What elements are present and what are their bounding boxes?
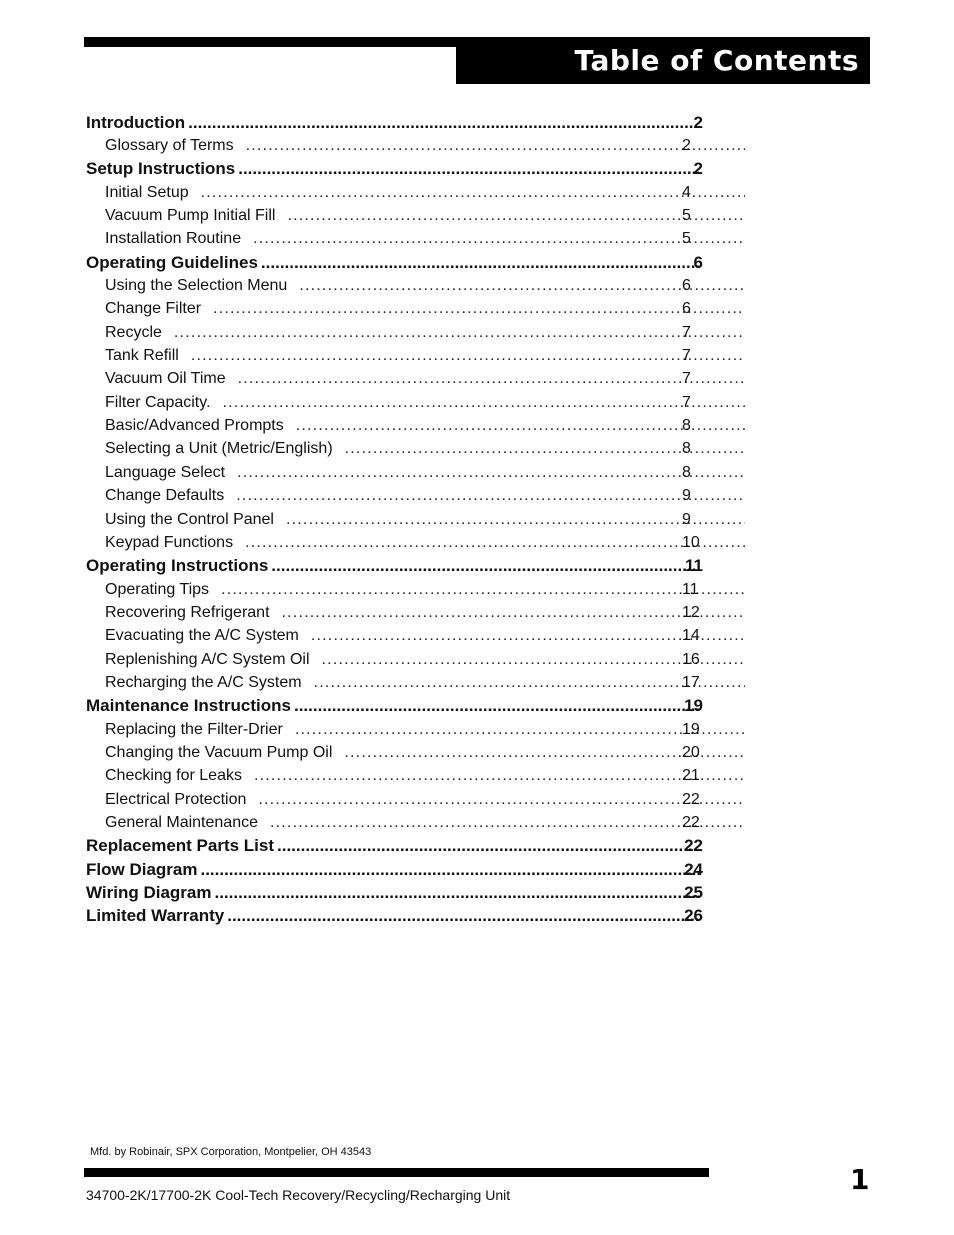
toc-section[interactable] [86, 251, 726, 274]
toc-page-number: 24 [684, 859, 703, 879]
dot-leader [299, 277, 745, 295]
toc-page-number: 7 [682, 393, 691, 411]
toc-entry-label: Basic/Advanced Prompts [105, 417, 284, 435]
toc-subsection[interactable] [86, 344, 745, 367]
toc-subsection[interactable] [86, 134, 745, 157]
toc-entry-label: Filter Capacity. [105, 393, 211, 411]
toc-page-number: 5 [682, 230, 691, 248]
toc-page-number: 6 [682, 300, 691, 318]
toc-entry-label: Operating Tips [105, 580, 210, 598]
toc-page-number: 25 [684, 883, 703, 903]
page-number: 1 [850, 1163, 870, 1196]
toc-entry-label: Change Filter [105, 300, 202, 318]
toc-entry-label: Recycle [105, 323, 162, 341]
page-title: Table of Contents [574, 43, 859, 77]
toc-entry-label: Evacuating the A/C System [105, 627, 299, 645]
toc-page-number: 11 [685, 556, 703, 576]
toc-page-number: 2 [682, 137, 691, 155]
toc-entry-label: Language Select [105, 463, 226, 481]
toc-entry-label: Wiring Diagram [86, 883, 212, 903]
dot-leader [282, 604, 745, 622]
toc-entry-label: Maintenance Instructions [86, 696, 291, 716]
toc-section[interactable] [86, 555, 726, 578]
toc-page-number: 12 [682, 603, 700, 621]
toc-page-number: 14 [682, 627, 700, 645]
toc-entry-label: Replenishing A/C System Oil [105, 650, 310, 668]
dot-leader [296, 417, 745, 435]
toc-page-number: 22 [684, 836, 703, 856]
toc-page-number: 2 [693, 159, 703, 179]
toc-section[interactable] [86, 111, 726, 134]
dot-leader [237, 464, 745, 482]
dot-leader [271, 556, 699, 576]
toc-subsection[interactable] [86, 204, 745, 227]
toc-subsection[interactable] [86, 461, 745, 484]
toc-subsection[interactable] [86, 625, 745, 648]
dot-leader [294, 696, 699, 716]
toc-entry-label: Vacuum Oil Time [105, 370, 226, 388]
footer-rule [84, 1168, 709, 1177]
toc-subsection[interactable] [86, 368, 745, 391]
toc-subsection[interactable] [86, 508, 745, 531]
toc-subsection[interactable] [86, 181, 745, 204]
toc-page-number: 9 [682, 510, 691, 528]
toc-page-number: 11 [682, 580, 699, 598]
toc-subsection[interactable] [86, 298, 745, 321]
toc-section[interactable] [86, 158, 726, 181]
toc-page-number: 6 [693, 252, 703, 272]
toc-page-number: 26 [684, 906, 703, 926]
toc-page-number: 10 [682, 533, 700, 551]
toc-page-number: 16 [682, 650, 700, 668]
toc-subsection[interactable] [86, 601, 745, 624]
dot-leader [277, 836, 699, 856]
toc-page-number: 19 [684, 696, 703, 716]
toc-subsection[interactable] [86, 485, 745, 508]
toc-page-number: 8 [682, 440, 691, 458]
toc-subsection[interactable] [86, 391, 745, 414]
toc-section[interactable] [86, 835, 726, 858]
toc-subsection[interactable] [86, 531, 745, 554]
toc-page-number: 7 [682, 347, 691, 365]
toc-page-number: 17 [682, 673, 700, 691]
dot-leader [238, 159, 699, 179]
toc-entry-label: Introduction [86, 112, 186, 132]
toc-entry-label: Using the Control Panel [105, 510, 274, 528]
dot-leader [253, 230, 745, 248]
toc-entry-label: Change Defaults [105, 487, 225, 505]
toc-page-number: 20 [682, 743, 700, 761]
toc-entry-label: Selecting a Unit (Metric/English) [105, 440, 333, 458]
toc-subsection[interactable] [86, 228, 745, 251]
toc-entry-label: Glossary of Terms [105, 137, 234, 155]
toc-section[interactable] [86, 695, 726, 718]
toc-page-number: 22 [682, 790, 700, 808]
dot-leader [245, 534, 745, 552]
toc-subsection[interactable] [86, 438, 745, 461]
toc-entry-label: Tank Refill [105, 347, 179, 365]
dot-leader [214, 883, 699, 903]
title-banner [456, 37, 870, 84]
toc-entry-label: Initial Setup [105, 183, 189, 201]
dot-leader [236, 487, 745, 505]
dot-leader [174, 324, 745, 342]
dot-leader [254, 767, 745, 785]
toc-page-number: 4 [682, 183, 691, 201]
toc-subsection[interactable] [86, 648, 745, 671]
toc-entry-label: Flow Diagram [86, 859, 198, 879]
toc-subsection[interactable] [86, 765, 745, 788]
toc-page-number: 8 [682, 417, 691, 435]
dot-leader [201, 184, 745, 202]
dot-leader [270, 814, 745, 832]
toc-section[interactable] [86, 905, 726, 928]
toc-page-number: 9 [682, 487, 691, 505]
toc-subsection[interactable] [86, 321, 745, 344]
toc-entry-label: Recharging the A/C System [105, 673, 302, 691]
manufacturer-note: Mfd. by Robinair, SPX Corporation, Montpelier, OH 43543 [90, 1146, 372, 1158]
dot-leader [227, 906, 699, 926]
toc-subsection[interactable] [86, 788, 745, 811]
toc-page-number: 7 [682, 370, 691, 388]
dot-leader [261, 253, 699, 273]
toc-entry-label: Changing the Vacuum Pump Oil [105, 743, 333, 761]
toc-entry-label: General Maintenance [105, 813, 258, 831]
toc-entry-label: Installation Routine [105, 230, 242, 248]
toc-page-number: 22 [682, 813, 700, 831]
toc-entry-label: Operating Instructions [86, 556, 269, 576]
dot-leader [314, 674, 745, 692]
toc-entry-label: Setup Instructions [86, 159, 236, 179]
toc-subsection[interactable] [86, 414, 745, 437]
dot-leader [191, 347, 745, 365]
toc-entry-label: Keypad Functions [105, 533, 234, 551]
toc-page-number: 2 [693, 112, 703, 132]
dot-leader [213, 300, 745, 318]
toc-page-number: 6 [682, 277, 691, 295]
toc-page-number: 8 [682, 463, 691, 481]
toc-entry-label: Using the Selection Menu [105, 277, 288, 295]
dot-leader [221, 581, 745, 599]
dot-leader [286, 511, 745, 529]
dot-leader [258, 791, 745, 809]
toc-entry-label: Vacuum Pump Initial Fill [105, 207, 276, 225]
toc-subsection[interactable] [86, 811, 745, 834]
toc-entry-label: Replacing the Filter-Drier [105, 720, 283, 738]
toc-subsection[interactable] [86, 718, 745, 741]
toc-entry-label: Limited Warranty [86, 906, 225, 926]
toc-entry-label: Electrical Protection [105, 790, 247, 808]
toc-subsection[interactable] [86, 671, 745, 694]
toc-subsection[interactable] [86, 741, 745, 764]
toc-section[interactable] [86, 881, 726, 904]
dot-leader [238, 370, 745, 388]
table-of-contents [86, 111, 726, 928]
dot-leader [246, 137, 745, 155]
dot-leader [223, 394, 745, 412]
toc-page-number: 21 [682, 767, 700, 785]
dot-leader [287, 207, 745, 225]
product-name: 34700-2K/17700-2K Cool-Tech Recovery/Recycling/Recharging Unit [86, 1187, 511, 1203]
toc-page-number: 7 [682, 323, 691, 341]
toc-entry-label: Recovering Refrigerant [105, 603, 270, 621]
toc-section[interactable] [86, 858, 726, 881]
dot-leader [295, 721, 745, 739]
toc-subsection[interactable] [86, 578, 745, 601]
toc-page-number: 19 [682, 720, 700, 738]
toc-entry-label: Operating Guidelines [86, 252, 258, 272]
dot-leader [311, 627, 745, 645]
toc-subsection[interactable] [86, 274, 745, 297]
toc-entry-label: Replacement Parts List [86, 836, 275, 856]
toc-page-number: 5 [682, 207, 691, 225]
dot-leader [188, 113, 699, 133]
toc-entry-label: Checking for Leaks [105, 767, 242, 785]
dot-leader [200, 860, 699, 880]
